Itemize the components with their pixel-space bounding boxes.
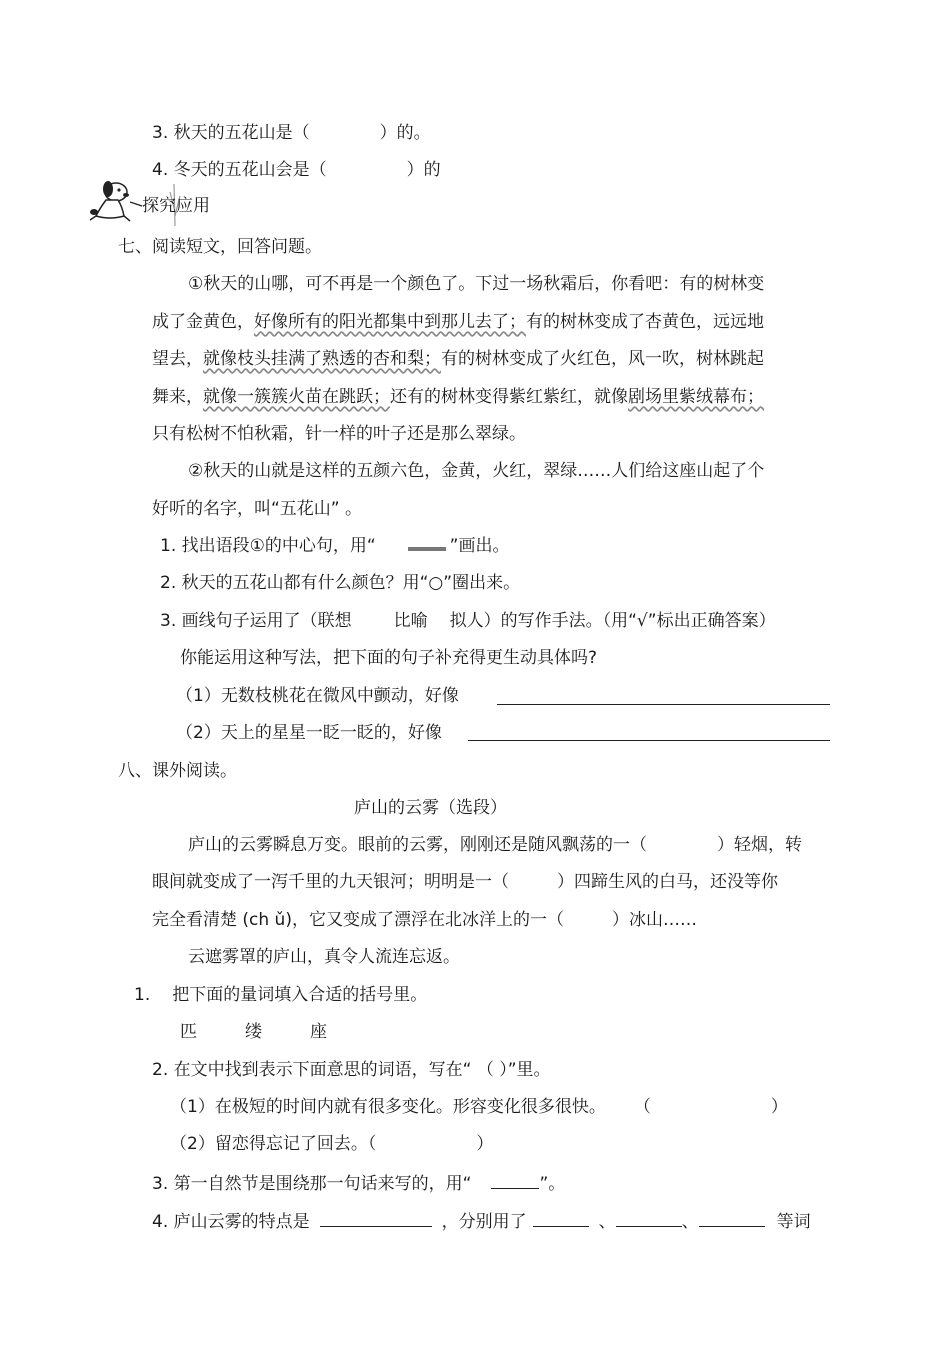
blank-line[interactable] (491, 1170, 539, 1189)
section-8-title: 八、课外阅读。 (118, 761, 237, 781)
underlined-sentence: 好像所有的阳光都集中到那儿去了； (254, 312, 526, 332)
passage-line1: 庐山的云雾瞬息万变。眼前的云雾，刚刚还是随风飘荡的一（ ）轻烟，转 (188, 835, 802, 855)
measure-words (180, 1020, 327, 1044)
blank-feature[interactable] (320, 1208, 432, 1227)
sec7-question-3: 3. 画线句子运用了（联想 比喻 拟人）的写作手法。（用“√”标出正确答案） (160, 611, 776, 631)
blank-word-2[interactable] (616, 1208, 682, 1227)
q4-close: ）的 (406, 160, 441, 180)
sec8-question-2-2: （2）留恋得忘记了回去。（ ） (170, 1134, 494, 1154)
word-3: 座 (310, 1022, 327, 1042)
sec7-question-3-sub: 你能运用这种写法，把下面的句子补充得更生动具体吗? (180, 648, 598, 668)
para1-line4: 舞来，就像一簇簇火苗在跳跃；还有的树林变得紫红紫红，就像剧场里紫绒幕布； (152, 387, 764, 407)
para1-line5: 只有松树不怕秋霜，针一样的叶子还是那么翠绿。 (152, 424, 526, 444)
passage-line2: 眼间就变成了一泻千里的九天银河；明明是一（ ）四蹄生风的白马，还没等你 (152, 872, 778, 892)
para2-line2: 好听的名字，叫“五花山” 。 (152, 499, 363, 519)
sentence-1: （1）无数枝桃花在微风中颤动，好像 (176, 686, 459, 706)
sec7-question-2: 2. 秋天的五花山都有什么颜色？用“○”圈出来。 (160, 573, 521, 593)
answer-line-1[interactable] (497, 704, 830, 705)
underlined-sentence: 就像一簇簇火苗在跳跃； (203, 387, 390, 407)
word-2: 缕 (245, 1022, 262, 1042)
passage-line4: 云遮雾罩的庐山，真令人流连忘返。 (188, 947, 460, 967)
para1-line2: 成了金黄色，好像所有的阳光都集中到那儿去了；有的树林变成了杏黄色，远远地 (152, 312, 764, 332)
sec8-question-3: 3. 第一自然节是围绕那一句话来写的，用“ ”。 (152, 1170, 565, 1196)
sec8-question-4: 4. 庐山云雾的特点是 ，分别用了 、 、 等词 (152, 1208, 811, 1234)
thick-line-mark (408, 537, 446, 551)
answer-line-2[interactable] (468, 740, 830, 741)
sec7-question-1: 1. 找出语段①的中心句，用“ ”画出。 (160, 536, 510, 556)
question-3-autumn (152, 121, 431, 145)
para1-line3: 望去，就像枝头挂满了熟透的杏和梨；有的树林变成了火红色，风一吹，树林跳起 (152, 349, 764, 369)
sec8-question-1: 1. 把下面的量词填入合适的括号里。 (134, 985, 428, 1005)
section-7-title: 七、阅读短文，回答问题。 (118, 237, 322, 257)
sentence-2: （2）天上的星星一眨一眨的，好像 (176, 723, 442, 743)
blank-word-3[interactable] (699, 1208, 765, 1227)
word-1: 匹 (180, 1022, 197, 1042)
para2-line1: ②秋天的山就是这样的五颜六色，金黄，火红，翠绿……人们给这座山起了个 (188, 461, 765, 481)
blank-word-1[interactable] (533, 1208, 589, 1227)
sec8-question-2: 2. 在文中找到表示下面意思的词语，写在“ （ ）”里。 (152, 1060, 551, 1080)
underlined-sentence: 剧场里紫绒幕布； (628, 387, 764, 407)
q4-text: 4. 冬天的五花山会是（ (152, 160, 327, 180)
sec8-question-2-1: （1）在极短的时间内就有很多变化。形容变化很多很快。 （ ） (170, 1097, 788, 1117)
passage-title: 庐山的云雾（选段） (354, 798, 507, 818)
q3-close: ）的。 (379, 123, 431, 143)
dog-illustration (86, 178, 146, 224)
underlined-sentence: 就像枝头挂满了熟透的杏和梨； (203, 349, 441, 369)
q3-text: 3. 秋天的五花山是（ (152, 123, 310, 143)
explore-label: 探究应用 (142, 196, 210, 216)
para1-line1: ①秋天的山哪，可不再是一个颜色了。下过一场秋霜后，你看吧：有的树林变 (188, 274, 765, 294)
question-4-winter (152, 158, 441, 182)
passage-line3: 完全看清楚 (ch ǔ)，它又变成了漂浮在北冰洋上的一（ ）冰山…… (152, 910, 697, 930)
